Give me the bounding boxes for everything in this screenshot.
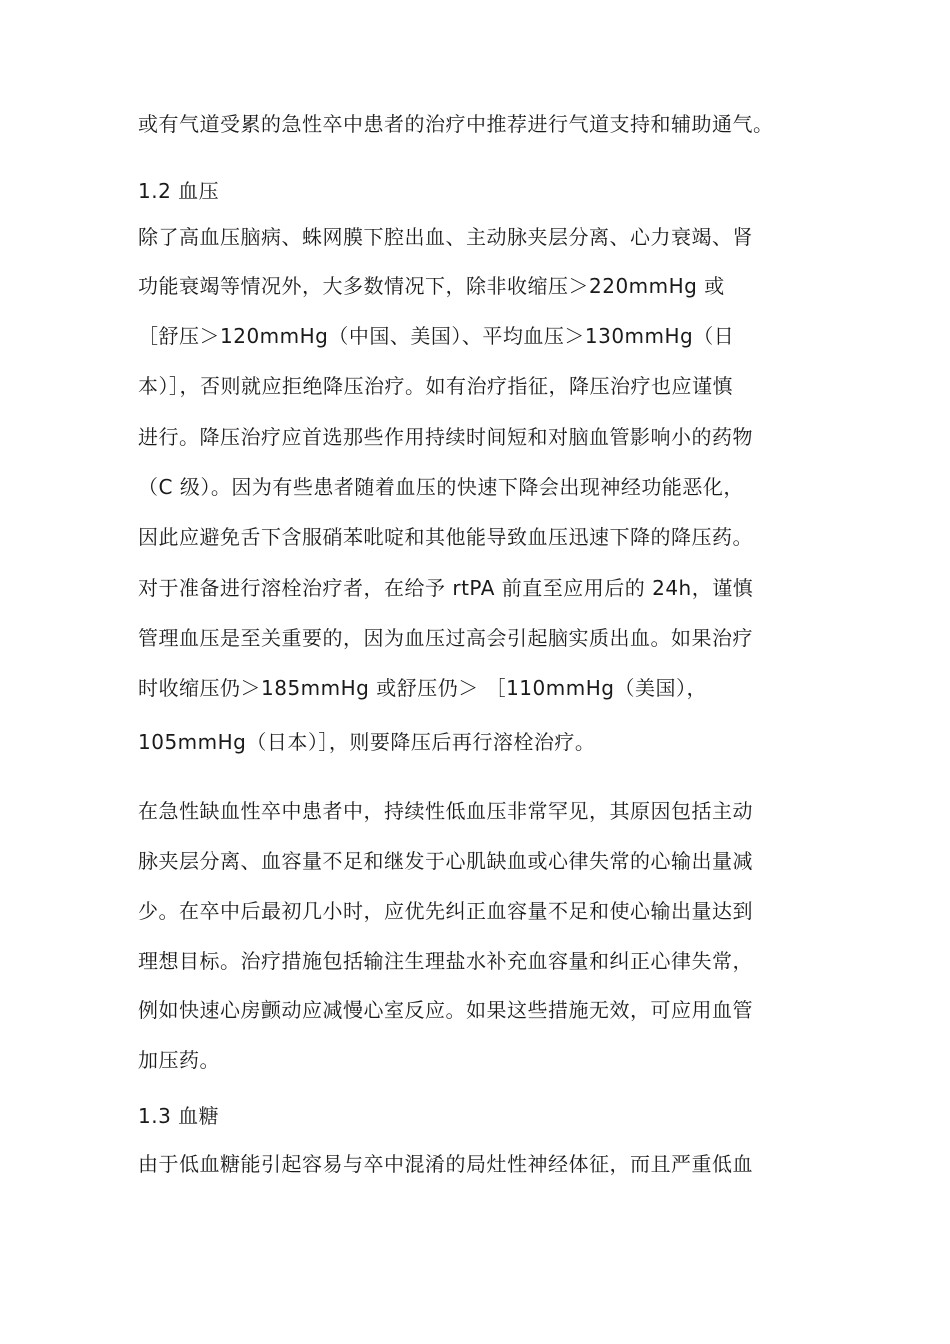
text-line: 105mmHg（日本）］，则要降压后再行溶栓治疗。 [138,730,596,754]
text-line: 在急性缺血性卒中患者中，持续性低血压非常罕见，其原因包括主动 [138,799,753,823]
section-heading: 1.2 血压 [138,179,220,203]
text-line: 进行。降压治疗应首选那些作用持续时间短和对脑血管影响小的药物 [138,425,753,449]
text-line: 因此应避免舌下含服硝苯吡啶和其他能导致血压迅速下降的降压药。 [138,525,753,549]
text-line: 对于准备进行溶栓治疗者，在给予 rtPA 前直至应用后的 24h，谨慎 [138,576,754,600]
text-line: 少。在卒中后最初几小时，应优先纠正血容量不足和使心输出量达到 [138,899,753,923]
section-heading: 1.3 血糖 [138,1104,220,1128]
text-line: 管理血压是至关重要的，因为血压过高会引起脑实质出血。如果治疗 [138,626,753,650]
text-line: （C 级）。因为有些患者随着血压的快速下降会出现神经功能恶化， [138,475,744,499]
text-line: 本）］，否则就应拒绝降压治疗。如有治疗指征，降压治疗也应谨慎 [138,374,733,398]
text-line: 由于低血糖能引起容易与卒中混淆的局灶性神经体征，而且严重低血 [138,1152,753,1176]
text-line: 功能衰竭等情况外，大多数情况下，除非收缩压＞220mmHg 或 [138,274,725,298]
text-line: 时收缩压仍＞185mmHg 或舒压仍＞ ［110mmHg（美国）， [138,676,707,700]
text-line: 或有气道受累的急性卒中患者的治疗中推荐进行气道支持和辅助通气。 [138,112,774,136]
text-line: 理想目标。治疗措施包括输注生理盐水补充血容量和纠正心律失常， [138,949,753,973]
text-line: 脉夹层分离、血容量不足和继发于心肌缺血或心律失常的心输出量减 [138,849,753,873]
text-line: 例如快速心房颤动应减慢心室反应。如果这些措施无效，可应用血管 [138,998,753,1022]
text-line: 加压药。 [138,1048,220,1072]
text-line: 除了高血压脑病、蛛网膜下腔出血、主动脉夹层分离、心力衰竭、肾 [138,225,753,249]
text-line: ［舒压＞120mmHg（中国、美国）、平均血压＞130mmHg（日 [138,324,735,348]
